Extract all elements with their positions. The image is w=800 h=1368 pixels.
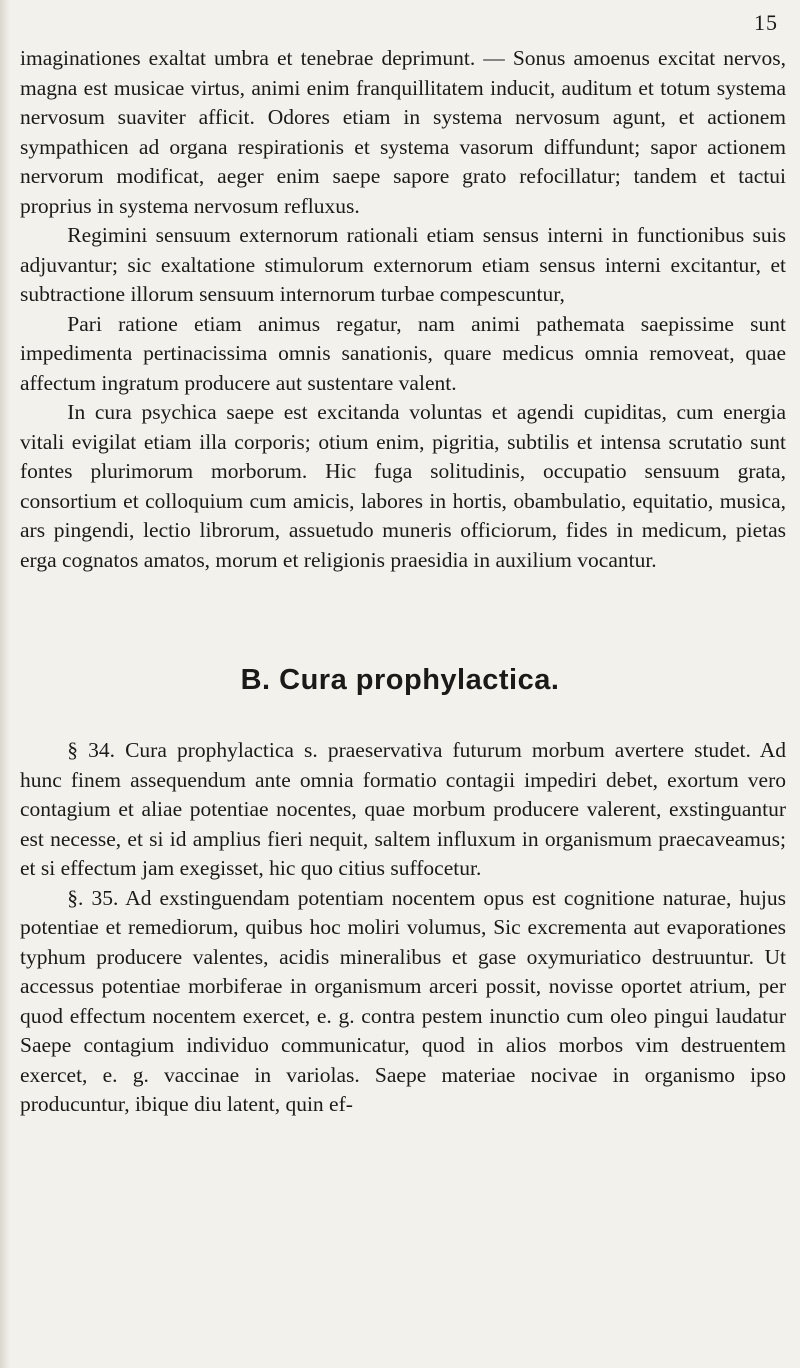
- paragraph-5: § 34. Cura prophylactica s. praeservativa futurum morbum avertere studet. Ad hunc finem assequendum ante omnia formatio contagii impediri debet, exortum vero contagium et aliae potentiae nocentes, quae morbum producere valerent, exstinguantur est necesse, et si id amplius fieri nequit, saltem influxum in organismum praecaveamus; et si effectum jam exegisset, hic quo citius suffocetur.: [20, 738, 786, 880]
- paragraph-2: Regimini sensuum externorum rationali etiam sensus interni in functionibus suis adjuvantur; sic exaltatione stimulorum externorum etiam sensus interni excitantur, et subtractione illorum sensuum internorum turbae compescuntur,: [20, 223, 786, 306]
- text-block-after-heading: [20, 736, 786, 1120]
- paragraph-1: imaginationes exaltat umbra et tenebrae deprimunt. — Sonus amoenus excitat nervos, magna est musicae virtus, animi enim franquillitatem inducit, auditum et totum systema nervosum suaviter afficit. Odores etiam in systema nervosum agunt, et actionem sympathicen ad organa respirationis et systema vasorum diffundunt; sapor actionem nervorum modificat, aeger enim saepe sapore grato refocillatur; tandem et tactui proprius in systema nervosum refluxus.: [20, 46, 786, 218]
- page-number: 15: [754, 10, 778, 35]
- paragraph-4: In cura psychica saepe est excitanda voluntas et agendi cupiditas, cum energia vitali evigilat etiam illa corporis; otium enim, pigritia, subtilis et intensa scrutatio sunt fontes plurimorum morborum. Hic fuga solitudinis, occupatio sensuum grata, consortium et colloquium cum amicis, labores in hortis, obambulatio, equitatio, musica, ars pingendi, lectio librorum, assuetudo muneris officiorum, fides in medicum, pietas erga cognatos amatos, morum et religionis praesidia in auxilium vocantur.: [20, 400, 786, 572]
- paragraph-3: Pari ratione etiam animus regatur, nam animi pathemata saepissime sunt impedimenta pertinacissima omnis sanationis, quare medicus omnia removeat, quae affectum ingratum producere aut sustentare valent.: [20, 311, 786, 395]
- text-block-before-heading: [20, 44, 786, 575]
- paragraph-6: §. 35. Ad exstinguendam potentiam nocentem opus est cognitione naturae, hujus potentiae et remediorum, quibus hoc moliri volumus, Sic excrementa aut evaporationes typhum producere valentes, acidis mineralibus et gase oxymuriatico destruuntur. Ut accessus potentiae morbiferae in organismum arceri possit, novisse oportet atrium, per quod effectum nocentem exercet, e. g. contra pestem inunctio cum oleo pingui laudatur Saepe contagium individuo communicatur, quod in alios morbos vim destruentem exercet, e. g. vaccinae in variolas. Saepe materiae nocivae in organismo ipso producuntur, ibique diu latent, quin ef-: [20, 885, 786, 1116]
- section-heading: B. Cura prophylactica.: [240, 664, 560, 696]
